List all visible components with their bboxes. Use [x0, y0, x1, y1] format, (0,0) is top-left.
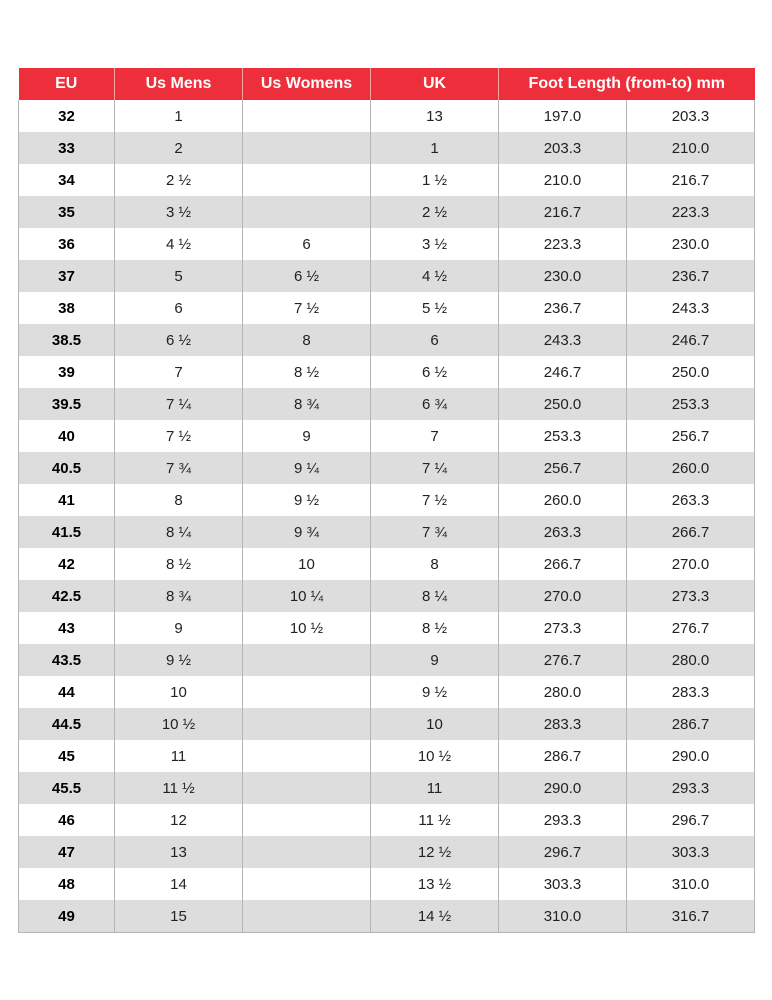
foot-length-from-cell: 253.3: [499, 420, 627, 452]
uk-size-cell: 7 ½: [371, 484, 499, 516]
us-womens-size-cell: [243, 132, 371, 164]
eu-size-cell: 48: [19, 868, 115, 900]
eu-size-cell: 42.5: [19, 580, 115, 612]
us-womens-size-cell: [243, 644, 371, 676]
uk-size-cell: 6 ¾: [371, 388, 499, 420]
foot-length-from-cell: 293.3: [499, 804, 627, 836]
us-mens-size-cell: 5: [115, 260, 243, 292]
foot-length-from-cell: 290.0: [499, 772, 627, 804]
foot-length-from-cell: 246.7: [499, 356, 627, 388]
uk-size-cell: 9 ½: [371, 676, 499, 708]
eu-size-cell: 49: [19, 900, 115, 933]
table-row: [19, 676, 755, 708]
us-mens-size-cell: 7 ½: [115, 420, 243, 452]
table-row: [19, 388, 755, 420]
us-womens-size-cell: [243, 100, 371, 132]
us-mens-size-cell: 7 ¼: [115, 388, 243, 420]
foot-length-from-cell: 256.7: [499, 452, 627, 484]
table-row: [19, 612, 755, 644]
us-womens-size-cell: [243, 804, 371, 836]
eu-size-cell: 33: [19, 132, 115, 164]
foot-length-to-cell: 250.0: [627, 356, 755, 388]
header-uk: UK: [371, 68, 499, 100]
foot-length-from-cell: 266.7: [499, 548, 627, 580]
uk-size-cell: 14 ½: [371, 900, 499, 933]
foot-length-to-cell: 236.7: [627, 260, 755, 292]
foot-length-from-cell: 197.0: [499, 100, 627, 132]
foot-length-from-cell: 230.0: [499, 260, 627, 292]
us-womens-size-cell: 8 ½: [243, 356, 371, 388]
us-womens-size-cell: 9: [243, 420, 371, 452]
uk-size-cell: 11: [371, 772, 499, 804]
uk-size-cell: 10: [371, 708, 499, 740]
foot-length-from-cell: 303.3: [499, 868, 627, 900]
table-row: [19, 868, 755, 900]
uk-size-cell: 12 ½: [371, 836, 499, 868]
foot-length-to-cell: 283.3: [627, 676, 755, 708]
foot-length-to-cell: 286.7: [627, 708, 755, 740]
eu-size-cell: 42: [19, 548, 115, 580]
us-mens-size-cell: 6: [115, 292, 243, 324]
foot-length-to-cell: 276.7: [627, 612, 755, 644]
us-womens-size-cell: 6 ½: [243, 260, 371, 292]
table-row: [19, 900, 755, 933]
uk-size-cell: 6: [371, 324, 499, 356]
uk-size-cell: 4 ½: [371, 260, 499, 292]
eu-size-cell: 35: [19, 196, 115, 228]
us-mens-size-cell: 10: [115, 676, 243, 708]
us-mens-size-cell: 14: [115, 868, 243, 900]
foot-length-from-cell: 263.3: [499, 516, 627, 548]
eu-size-cell: 44.5: [19, 708, 115, 740]
us-mens-size-cell: 11: [115, 740, 243, 772]
us-mens-size-cell: 1: [115, 100, 243, 132]
uk-size-cell: 7: [371, 420, 499, 452]
foot-length-to-cell: 263.3: [627, 484, 755, 516]
foot-length-from-cell: 276.7: [499, 644, 627, 676]
foot-length-to-cell: 280.0: [627, 644, 755, 676]
uk-size-cell: 7 ¾: [371, 516, 499, 548]
us-womens-size-cell: [243, 676, 371, 708]
table-row: [19, 516, 755, 548]
eu-size-cell: 39: [19, 356, 115, 388]
eu-size-cell: 38.5: [19, 324, 115, 356]
eu-size-cell: 37: [19, 260, 115, 292]
foot-length-to-cell: 246.7: [627, 324, 755, 356]
us-womens-size-cell: [243, 868, 371, 900]
table-row: [19, 260, 755, 292]
us-womens-size-cell: [243, 708, 371, 740]
table-row: [19, 164, 755, 196]
header-row: [19, 68, 755, 100]
table-row: [19, 452, 755, 484]
us-mens-size-cell: 8 ½: [115, 548, 243, 580]
eu-size-cell: 47: [19, 836, 115, 868]
header-us-mens: Us Mens: [115, 68, 243, 100]
foot-length-from-cell: 216.7: [499, 196, 627, 228]
us-mens-size-cell: 10 ½: [115, 708, 243, 740]
us-womens-size-cell: 8 ¾: [243, 388, 371, 420]
foot-length-to-cell: 290.0: [627, 740, 755, 772]
foot-length-to-cell: 230.0: [627, 228, 755, 260]
uk-size-cell: 1 ½: [371, 164, 499, 196]
us-womens-size-cell: 9 ½: [243, 484, 371, 516]
table-row: [19, 708, 755, 740]
foot-length-from-cell: 250.0: [499, 388, 627, 420]
us-womens-size-cell: 9 ¼: [243, 452, 371, 484]
us-mens-size-cell: 7 ¾: [115, 452, 243, 484]
uk-size-cell: 13 ½: [371, 868, 499, 900]
foot-length-to-cell: 270.0: [627, 548, 755, 580]
table-row: [19, 420, 755, 452]
foot-length-to-cell: 223.3: [627, 196, 755, 228]
foot-length-from-cell: 210.0: [499, 164, 627, 196]
eu-size-cell: 45.5: [19, 772, 115, 804]
uk-size-cell: 5 ½: [371, 292, 499, 324]
us-womens-size-cell: [243, 900, 371, 933]
eu-size-cell: 38: [19, 292, 115, 324]
header-foot-length: Foot Length (from-to) mm: [499, 68, 755, 100]
uk-size-cell: 8 ½: [371, 612, 499, 644]
us-mens-size-cell: 9: [115, 612, 243, 644]
table-row: [19, 580, 755, 612]
us-womens-size-cell: 7 ½: [243, 292, 371, 324]
table-row: [19, 484, 755, 516]
eu-size-cell: 41: [19, 484, 115, 516]
foot-length-from-cell: 273.3: [499, 612, 627, 644]
eu-size-cell: 34: [19, 164, 115, 196]
foot-length-to-cell: 316.7: [627, 900, 755, 933]
us-womens-size-cell: [243, 740, 371, 772]
us-womens-size-cell: 10 ½: [243, 612, 371, 644]
eu-size-cell: 40.5: [19, 452, 115, 484]
foot-length-to-cell: 303.3: [627, 836, 755, 868]
us-womens-size-cell: [243, 772, 371, 804]
table-row: [19, 292, 755, 324]
uk-size-cell: 1: [371, 132, 499, 164]
us-mens-size-cell: 13: [115, 836, 243, 868]
table-body: [19, 100, 755, 933]
foot-length-from-cell: 260.0: [499, 484, 627, 516]
table-row: [19, 324, 755, 356]
eu-size-cell: 44: [19, 676, 115, 708]
us-womens-size-cell: 6: [243, 228, 371, 260]
table-row: [19, 740, 755, 772]
eu-size-cell: 46: [19, 804, 115, 836]
us-womens-size-cell: 10: [243, 548, 371, 580]
uk-size-cell: 11 ½: [371, 804, 499, 836]
us-womens-size-cell: [243, 164, 371, 196]
foot-length-to-cell: 210.0: [627, 132, 755, 164]
foot-length-to-cell: 293.3: [627, 772, 755, 804]
uk-size-cell: 10 ½: [371, 740, 499, 772]
us-womens-size-cell: 9 ¾: [243, 516, 371, 548]
us-womens-size-cell: [243, 836, 371, 868]
us-mens-size-cell: 15: [115, 900, 243, 933]
foot-length-to-cell: 296.7: [627, 804, 755, 836]
foot-length-to-cell: 310.0: [627, 868, 755, 900]
table-row: [19, 772, 755, 804]
eu-size-cell: 36: [19, 228, 115, 260]
foot-length-to-cell: 253.3: [627, 388, 755, 420]
us-womens-size-cell: 10 ¼: [243, 580, 371, 612]
us-mens-size-cell: 9 ½: [115, 644, 243, 676]
foot-length-from-cell: 223.3: [499, 228, 627, 260]
table-row: [19, 644, 755, 676]
header-us-womens: Us Womens: [243, 68, 371, 100]
us-mens-size-cell: 11 ½: [115, 772, 243, 804]
foot-length-from-cell: 280.0: [499, 676, 627, 708]
uk-size-cell: 9: [371, 644, 499, 676]
shoe-size-table: [18, 68, 755, 933]
table-row: [19, 228, 755, 260]
foot-length-from-cell: 270.0: [499, 580, 627, 612]
us-mens-size-cell: 4 ½: [115, 228, 243, 260]
table-row: [19, 836, 755, 868]
foot-length-from-cell: 203.3: [499, 132, 627, 164]
foot-length-to-cell: 256.7: [627, 420, 755, 452]
us-womens-size-cell: [243, 196, 371, 228]
uk-size-cell: 2 ½: [371, 196, 499, 228]
foot-length-to-cell: 260.0: [627, 452, 755, 484]
foot-length-to-cell: 266.7: [627, 516, 755, 548]
header-eu: EU: [19, 68, 115, 100]
foot-length-from-cell: 286.7: [499, 740, 627, 772]
eu-size-cell: 43.5: [19, 644, 115, 676]
foot-length-from-cell: 243.3: [499, 324, 627, 356]
uk-size-cell: 6 ½: [371, 356, 499, 388]
eu-size-cell: 45: [19, 740, 115, 772]
us-womens-size-cell: 8: [243, 324, 371, 356]
eu-size-cell: 43: [19, 612, 115, 644]
foot-length-from-cell: 283.3: [499, 708, 627, 740]
foot-length-from-cell: 236.7: [499, 292, 627, 324]
foot-length-to-cell: 273.3: [627, 580, 755, 612]
us-mens-size-cell: 2 ½: [115, 164, 243, 196]
table-row: [19, 132, 755, 164]
foot-length-to-cell: 203.3: [627, 100, 755, 132]
us-mens-size-cell: 3 ½: [115, 196, 243, 228]
uk-size-cell: 8 ¼: [371, 580, 499, 612]
foot-length-from-cell: 296.7: [499, 836, 627, 868]
uk-size-cell: 13: [371, 100, 499, 132]
us-mens-size-cell: 8 ¾: [115, 580, 243, 612]
foot-length-to-cell: 216.7: [627, 164, 755, 196]
us-mens-size-cell: 6 ½: [115, 324, 243, 356]
foot-length-from-cell: 310.0: [499, 900, 627, 933]
us-mens-size-cell: 7: [115, 356, 243, 388]
uk-size-cell: 7 ¼: [371, 452, 499, 484]
table-row: [19, 100, 755, 132]
foot-length-to-cell: 243.3: [627, 292, 755, 324]
us-mens-size-cell: 8 ¼: [115, 516, 243, 548]
us-mens-size-cell: 2: [115, 132, 243, 164]
table-row: [19, 548, 755, 580]
us-mens-size-cell: 8: [115, 484, 243, 516]
eu-size-cell: 32: [19, 100, 115, 132]
eu-size-cell: 41.5: [19, 516, 115, 548]
table-row: [19, 196, 755, 228]
table-row: [19, 804, 755, 836]
table-header: [19, 68, 755, 100]
table-row: [19, 356, 755, 388]
uk-size-cell: 3 ½: [371, 228, 499, 260]
us-mens-size-cell: 12: [115, 804, 243, 836]
uk-size-cell: 8: [371, 548, 499, 580]
eu-size-cell: 40: [19, 420, 115, 452]
eu-size-cell: 39.5: [19, 388, 115, 420]
